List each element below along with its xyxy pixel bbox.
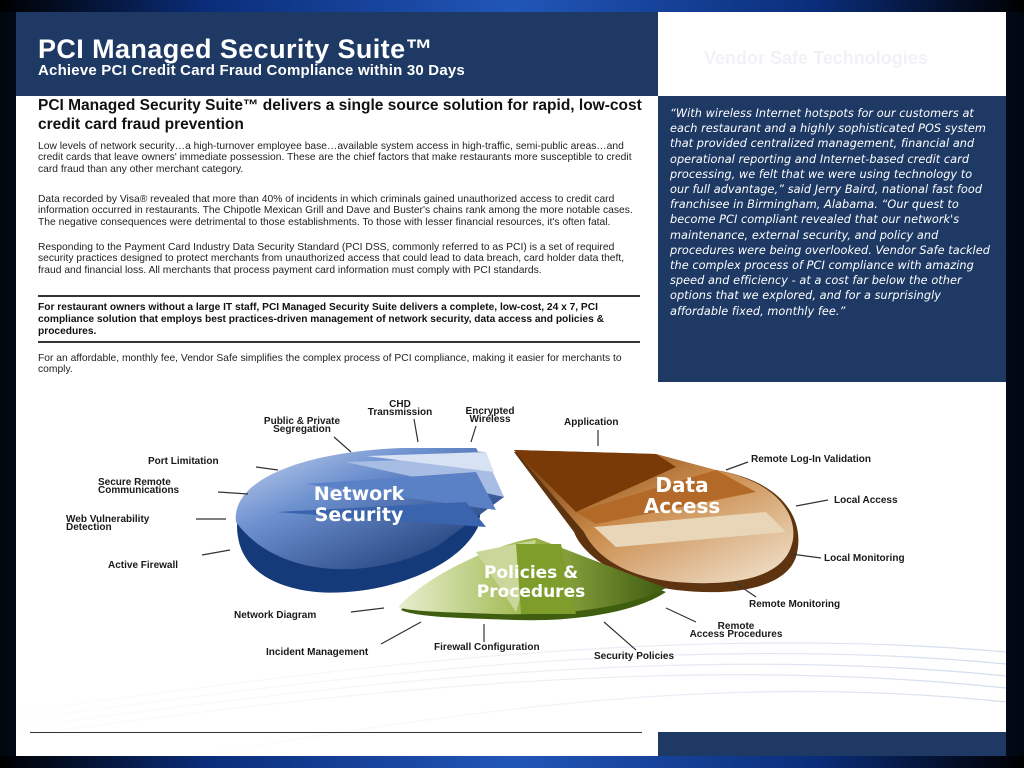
paragraph-2: Data recorded by Visa® revealed that more than 40% of incidents in which criminals gained unauthorized access to credit card information occurred in restaurants. The Chipotle Mexican Grill and Dave and Buster's chains rank among the more notable cases. The negative consequences were detrimental to those establishments. To those with lesser financial resources, it's often fatal.: [38, 194, 633, 228]
header-title: PCI Managed Security Suite™: [38, 34, 433, 64]
footer-rule: [30, 732, 642, 733]
label-secure-remote: Secure Remote: [98, 477, 171, 488]
label-communications: Communications: [98, 485, 180, 496]
header-subtitle: Achieve PCI Credit Card Fraud Compliance within 30 Days: [38, 62, 465, 79]
network-security-line2: Security: [314, 504, 404, 526]
security-suite-diagram: [16, 12, 1006, 756]
highlight-paragraph: For restaurant owners without a large IT staff, PCI Managed Security Suite delivers a complete, low-cost, 24 x 7, PCI compliance solution that employs best practices-driven management of network security, data access and policies & procedures.: [38, 302, 604, 337]
label-access-procedures: Access Procedures: [689, 629, 783, 640]
footer-box: [658, 732, 1006, 756]
label-detection: Detection: [66, 522, 112, 533]
label-chd: CHD: [389, 399, 411, 410]
policies-line2: Procedures: [476, 582, 586, 602]
label-wireless: Wireless: [469, 414, 511, 425]
label-remote: Remote: [717, 621, 755, 632]
label-web-vulnerability: Web Vulnerability: [66, 514, 150, 525]
bottom-gradient-bar: [0, 756, 1024, 768]
label-local-monitoring: Local Monitoring: [824, 553, 905, 564]
label-port-limitation: Port Limitation: [148, 456, 219, 467]
label-remote-monitoring: Remote Monitoring: [749, 599, 841, 610]
label-local-access: Local Access: [834, 495, 898, 506]
policies-line1: Policies &: [483, 563, 579, 583]
document-page: [16, 12, 1006, 756]
label-application: Application: [564, 417, 619, 428]
testimonial-quote: “With wireless Internet hotspots for our customers at each restaurant and a highly sophisticated POS system that provided centralized management, financial and operational reporting and Internet-based credit card processing, we felt that we were using technology to our full advantage,” said Jerry Baird, national fast food franchisee in Birmingham, Alabama. “Our quest to become PCI compliant revealed that our network's maintenance, external security, and policy and procedures were being overlooked. Vendor Safe tackled the complex process of PCI compliance with amazing speed and efficiency - at a cost far below the other options that we explored, and for a surprisingly affordable fixed, monthly fee.”: [670, 107, 990, 318]
label-remote-login: Remote Log-In Validation: [751, 454, 872, 465]
label-active-firewall: Active Firewall: [108, 560, 179, 571]
faint-logo-text: Vendor Safe Technologies: [704, 48, 928, 68]
label-incident-management: Incident Management: [266, 647, 369, 658]
section-title: PCI Managed Security Suite™ delivers a single source solution for rapid, low-cost credit card fraud prevention: [38, 97, 642, 133]
paragraph-3: Responding to the Payment Card Industry Data Security Standard (PCI DSS, commonly referred to as PCI) is a set of required security practices designed to protect merchants from unauthorized access that could lead to data breach, card holder data theft, fraud and financial loss. All merchants that process payment card information must comply with PCI standards.: [38, 242, 625, 276]
closing-paragraph: For an affordable, monthly fee, Vendor Safe simplifies the complex process of PCI compliance, making it easier for merchants to comply.: [38, 353, 622, 376]
label-security-policies: Security Policies: [594, 651, 675, 662]
network-security-line1: Network: [313, 483, 405, 505]
top-gradient-bar: [0, 0, 1024, 12]
data-access-line1: Data: [655, 473, 709, 497]
label-network-diagram: Network Diagram: [234, 610, 317, 621]
label-chd-transmission: Transmission: [367, 407, 433, 418]
label-firewall-configuration: Firewall Configuration: [434, 642, 540, 653]
data-access-line2: Access: [643, 494, 721, 518]
label-public-private: Public & Private: [263, 416, 341, 427]
paragraph-1: Low levels of network security…a high-turnover employee base…available system access in high-traffic, semi-public areas…and credit cards that leave owners' immediate possession. These are the chief factors that make restaurants more susceptible to credit card fraud than any other merchant category.: [38, 141, 632, 175]
label-encrypted: Encrypted: [465, 406, 515, 417]
label-segregation: Segregation: [273, 424, 331, 435]
